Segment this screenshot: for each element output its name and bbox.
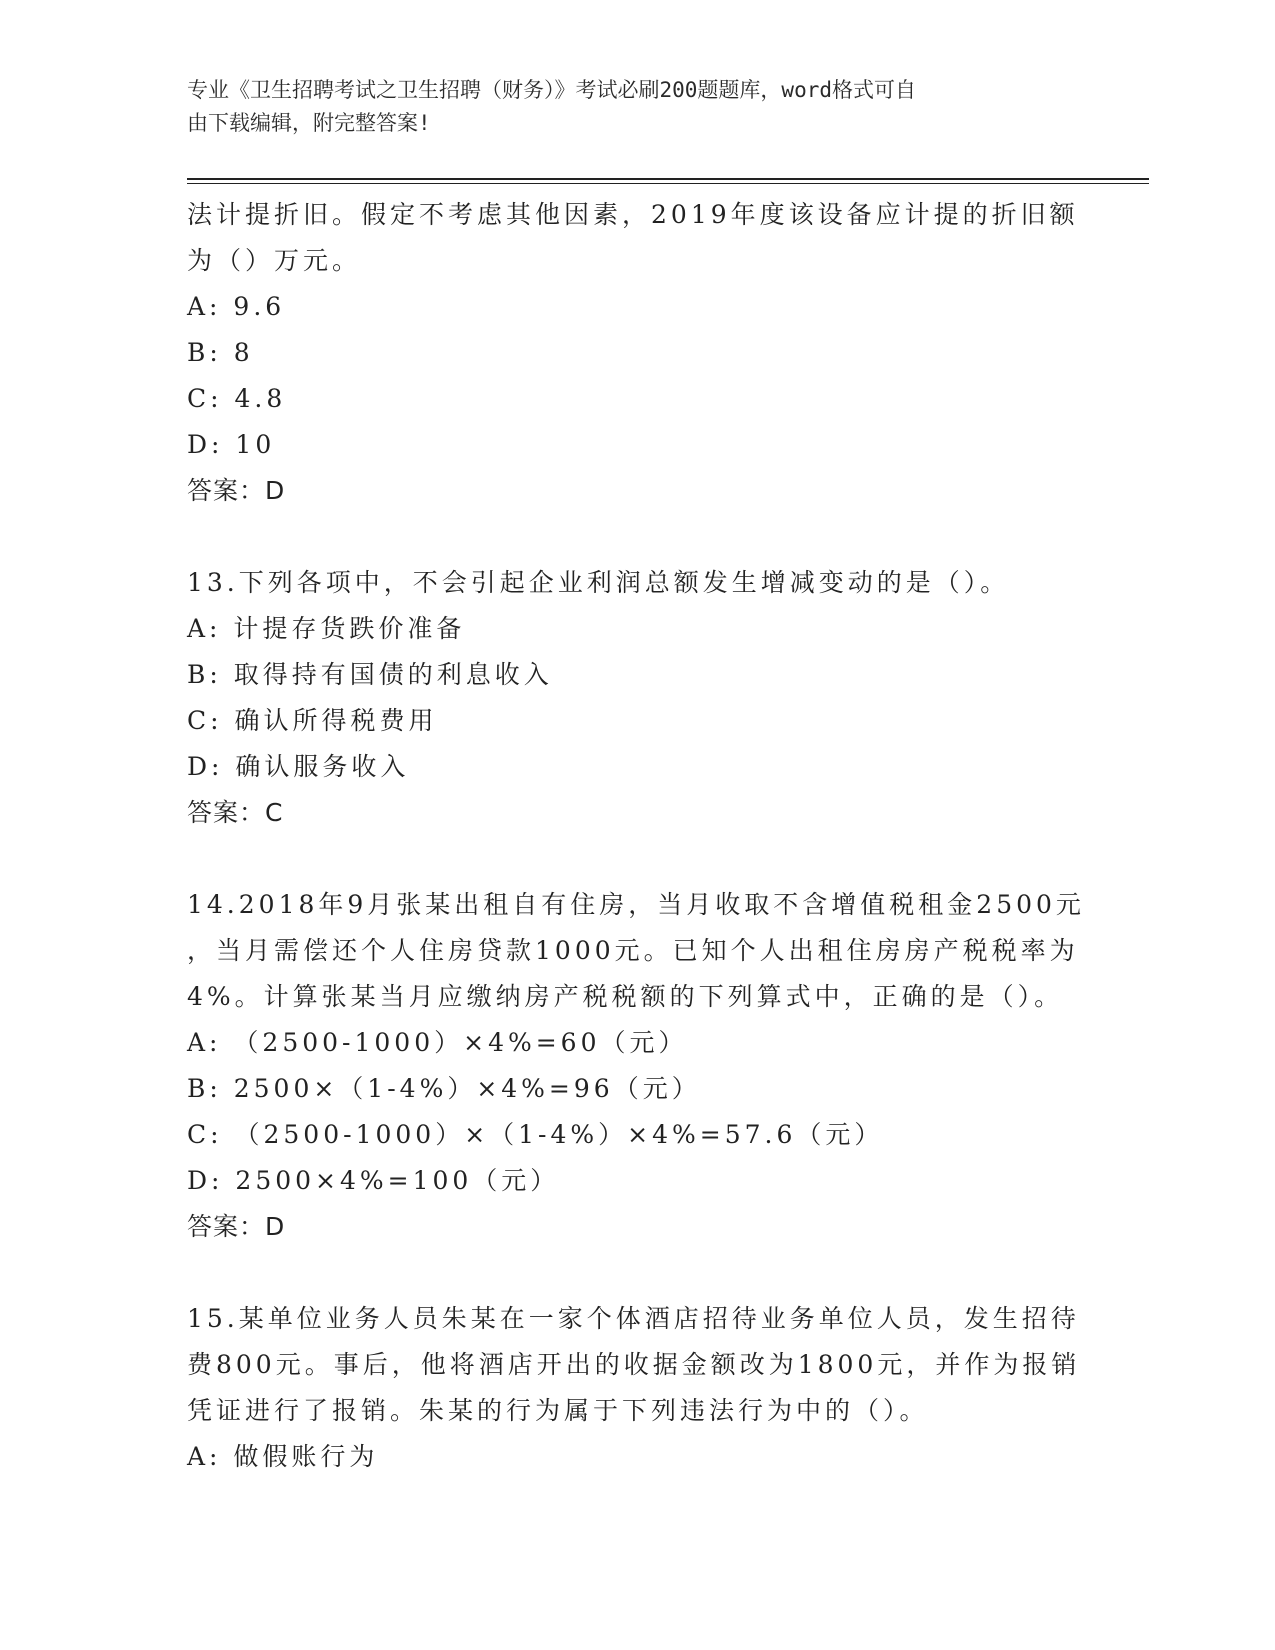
option-b: B: 2500×（1-4%）×4%=96（元） [187, 1074, 701, 1103]
document-header [187, 74, 1087, 140]
spacer [187, 1250, 1087, 1296]
option-c: C: 确认所得税费用 [187, 706, 438, 735]
option-b: B: 8 [187, 338, 254, 367]
option-a: A: 做假账行为 [187, 1442, 379, 1471]
question-stem: 凭证进行了报销。朱某的行为属于下列违法行为中的（）。 [187, 1396, 929, 1425]
question-15 [187, 1296, 1087, 1480]
answer-line: 答案：D [187, 1212, 286, 1241]
option-d: D: 2500×4%=100（元） [187, 1166, 560, 1195]
option-c: C: 4.8 [187, 384, 287, 413]
question-stem: 费800元。事后，他将酒店开出的收据金额改为1800元，并作为报销 [187, 1350, 1081, 1379]
option-c: C: （2500-1000）×（1-4%）×4%=57.6（元） [187, 1120, 884, 1149]
question-stem: ，当月需偿还个人住房贷款1000元。已知个人出租住房房产税税率为 [187, 936, 1079, 965]
question-12 [187, 192, 1087, 514]
document-body [187, 192, 1087, 1480]
spacer [187, 836, 1087, 882]
header-line-2: 由下载编辑，附完整答案! [187, 111, 431, 135]
option-a: A: 计提存货跌价准备 [187, 614, 466, 643]
question-stem: 15.某单位业务人员朱某在一家个体酒店招待业务单位人员，发生招待 [187, 1304, 1080, 1333]
question-13 [187, 560, 1087, 836]
option-b: B: 取得持有国债的利息收入 [187, 660, 553, 689]
question-stem: 为（）万元。 [187, 246, 362, 275]
option-d: D: 确认服务收入 [187, 752, 410, 781]
option-a: A: 9.6 [187, 292, 286, 321]
question-stem: 法计提折旧。假定不考虑其他因素，2019年度该设备应计提的折旧额 [187, 200, 1079, 229]
answer-line: 答案：C [187, 798, 284, 827]
question-stem: 13.下列各项中，不会引起企业利润总额发生增减变动的是（）。 [187, 568, 1010, 597]
header-rule-thin [187, 183, 1149, 184]
header-rule-thick [187, 178, 1149, 180]
question-stem: 14.2018年9月张某出租自有住房，当月收取不含增值税租金2500元 [187, 890, 1085, 919]
header-line-1: 专业《卫生招聘考试之卫生招聘（财务）》考试必刷200题题库，word格式可自 [187, 78, 916, 102]
question-14 [187, 882, 1087, 1250]
spacer [187, 514, 1087, 560]
option-d: D: 10 [187, 430, 276, 459]
answer-line: 答案：D [187, 476, 286, 505]
option-a: A: （2500-1000）×4%=60（元） [187, 1028, 688, 1057]
question-stem: 4%。计算张某当月应缴纳房产税税额的下列算式中，正确的是（）。 [187, 982, 1064, 1011]
